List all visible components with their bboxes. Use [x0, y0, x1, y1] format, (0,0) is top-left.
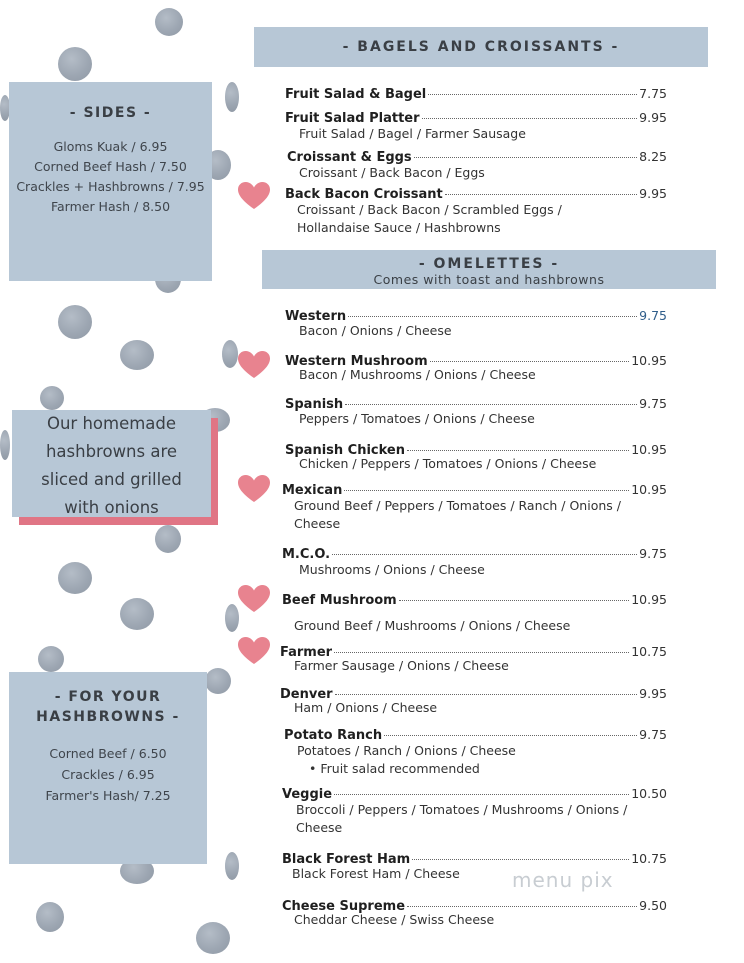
item-description [299, 455, 596, 473]
item-desc-line: Ham / Onions / Cheese [294, 700, 438, 715]
item-desc-line: Hollandaise Sauce / Hashbrowns [297, 220, 501, 235]
item-price: 10.75 [631, 851, 667, 866]
heart-icon [237, 636, 271, 666]
item-price: 9.95 [639, 110, 667, 125]
item-name: Croissant & Eggs [287, 150, 412, 165]
item-desc-line: Ground Beef / Mushrooms / Onions / Cheese [294, 618, 571, 633]
item-desc-line: Mushrooms / Onions / Cheese [299, 562, 485, 577]
item-desc-line: Cheese [294, 516, 341, 531]
dotted-leader [430, 361, 630, 362]
decor-dot [0, 430, 10, 460]
dotted-leader [332, 554, 637, 555]
menu-item [287, 149, 667, 165]
item-name: Western Mushroom [285, 354, 428, 369]
dotted-leader [344, 490, 629, 491]
dotted-leader [407, 450, 629, 451]
item-price: 10.75 [631, 644, 667, 659]
bagels-header [254, 27, 708, 67]
item-description [294, 911, 494, 929]
sides-item: Corned Beef Hash / 7.50 [34, 159, 187, 174]
item-price: 10.95 [631, 353, 667, 368]
item-price: 10.50 [631, 786, 667, 801]
item-name: Denver [280, 687, 333, 702]
item-name: Spanish Chicken [285, 443, 405, 458]
item-desc-line: Broccoli / Peppers / Tomatoes / Mushrooms / Onions / [296, 802, 628, 817]
item-name: Spanish [285, 397, 344, 412]
decor-dot [225, 82, 239, 112]
item-price: 9.95 [639, 686, 667, 701]
menu-item [282, 482, 667, 498]
item-desc-line: Croissant / Back Bacon / Eggs [299, 165, 485, 180]
sides-panel [9, 82, 212, 281]
item-price: 9.95 [639, 186, 667, 201]
item-desc-line: Cheddar Cheese / Swiss Cheese [294, 912, 495, 927]
heart-icon [237, 584, 271, 614]
item-description [299, 366, 536, 384]
item-desc-line: Peppers / Tomatoes / Onions / Cheese [299, 411, 535, 426]
dotted-leader [428, 94, 637, 95]
dotted-leader [334, 652, 629, 653]
hashbrowns-title: HASHBROWNS - [36, 709, 180, 725]
heart-icon [237, 181, 271, 211]
item-name: Back Bacon Croissant [285, 187, 443, 202]
sides-item: Gloms Kuak / 6.95 [53, 139, 168, 154]
item-desc-line: Cheese [296, 820, 343, 835]
dotted-leader [399, 600, 629, 601]
item-desc-line: Farmer Sausage / Onions / Cheese [294, 658, 509, 673]
item-name: M.C.O. [282, 547, 331, 562]
dotted-leader [445, 194, 637, 195]
item-name: Veggie [282, 787, 333, 802]
omelettes-header [262, 250, 716, 289]
item-description [299, 561, 485, 579]
item-name: Black Forest Ham [282, 852, 411, 867]
item-price: 10.95 [631, 442, 667, 457]
item-desc-line: Chicken / Peppers / Tomatoes / Onions / Cheese [299, 456, 597, 471]
sides-item: Farmer Hash / 8.50 [50, 199, 171, 214]
hashbrowns-item: Corned Beef / 6.50 [49, 746, 167, 761]
item-desc-line: Croissant / Back Bacon / Scrambled Eggs / [297, 202, 562, 217]
menu-item [284, 727, 667, 743]
dotted-leader [384, 735, 637, 736]
item-price: 10.95 [631, 592, 667, 607]
hashbrowns-item: Crackles / 6.95 [61, 767, 155, 782]
item-price: 9.75 [639, 546, 667, 561]
menu-item [285, 86, 667, 102]
item-desc-line: Bacon / Onions / Cheese [299, 323, 452, 338]
bagels-title: - BAGELS AND CROISSANTS - [342, 39, 620, 55]
decor-dot [36, 902, 64, 932]
hashbrowns-panel [9, 672, 207, 864]
item-name: Potato Ranch [284, 728, 383, 743]
item-name: Fruit Salad Platter [285, 111, 420, 126]
item-price: 7.75 [639, 86, 667, 101]
item-description [292, 865, 460, 883]
item-description [294, 497, 621, 533]
item-price: 8.25 [639, 149, 667, 164]
item-description [294, 657, 509, 675]
item-name: Western [285, 309, 347, 324]
decor-dot [155, 525, 181, 553]
sides-item: Crackles + Hashbrowns / 7.95 [16, 179, 205, 194]
decor-dot [58, 305, 92, 339]
item-name: Cheese Supreme [282, 899, 406, 914]
item-price: 9.50 [639, 898, 667, 913]
dotted-leader [345, 404, 637, 405]
menu-item [282, 546, 667, 562]
dotted-leader [334, 794, 629, 795]
hashbrowns-item: Farmer's Hash/ 7.25 [45, 788, 171, 803]
decor-dot [205, 668, 231, 694]
decor-dot [225, 852, 239, 880]
item-desc-line: Ground Beef / Peppers / Tomatoes / Ranch / Onions / [294, 498, 621, 513]
decor-dot [120, 340, 154, 370]
dotted-leader [422, 118, 638, 119]
item-price: 9.75 [639, 727, 667, 742]
menu-item [285, 186, 667, 202]
item-name: Mexican [282, 483, 343, 498]
item-description [297, 201, 562, 237]
hashbrowns-title: - FOR YOUR [54, 689, 162, 705]
decor-dot [222, 340, 238, 368]
item-description [299, 164, 485, 182]
item-description [299, 125, 526, 143]
menu-item [285, 110, 667, 126]
decor-dot [40, 386, 64, 410]
dotted-leader [407, 906, 637, 907]
dotted-leader [335, 694, 638, 695]
item-desc-line: Bacon / Mushrooms / Onions / Cheese [299, 367, 536, 382]
item-description [299, 322, 452, 340]
hashbrowns-callout [12, 410, 211, 517]
item-description [296, 801, 627, 837]
decor-dot [196, 922, 230, 954]
dotted-leader [348, 316, 637, 317]
decor-dot [58, 47, 92, 81]
item-desc-line: • Fruit salad recommended [309, 761, 480, 776]
item-name: Fruit Salad & Bagel [285, 87, 427, 102]
watermark-logo: menu pix [512, 868, 614, 892]
item-description [294, 699, 437, 717]
decor-dot [58, 562, 92, 594]
dotted-leader [414, 157, 637, 158]
dotted-leader [412, 859, 629, 860]
callout-line: sliced and grilled [41, 470, 182, 489]
sides-title: - SIDES - [69, 105, 152, 121]
decor-dot [120, 598, 154, 630]
menu-item [282, 592, 667, 608]
callout-line: Our homemade [46, 414, 177, 433]
decor-dot [38, 646, 64, 672]
item-desc-line: Fruit Salad / Bagel / Farmer Sausage [299, 126, 526, 141]
item-name: Beef Mushroom [282, 593, 397, 608]
item-desc-line: Black Forest Ham / Cheese [292, 866, 460, 881]
item-name: Farmer [280, 645, 333, 660]
item-description [299, 410, 535, 428]
item-desc-line: Potatoes / Ranch / Onions / Cheese [297, 743, 516, 758]
item-description [294, 617, 570, 635]
callout-line: hashbrowns are [45, 442, 178, 461]
item-price: 9.75 [639, 308, 667, 323]
decor-dot [155, 8, 183, 36]
menu-item [282, 786, 667, 802]
item-price: 10.95 [631, 482, 667, 497]
omelettes-subtitle: Comes with toast and hashbrowns [373, 272, 605, 287]
item-price: 9.75 [639, 396, 667, 411]
heart-icon [237, 350, 271, 380]
callout-line: with onions [64, 498, 159, 517]
item-description [297, 742, 516, 778]
omelettes-title: - OMELETTES - [418, 256, 560, 272]
heart-icon [237, 474, 271, 504]
